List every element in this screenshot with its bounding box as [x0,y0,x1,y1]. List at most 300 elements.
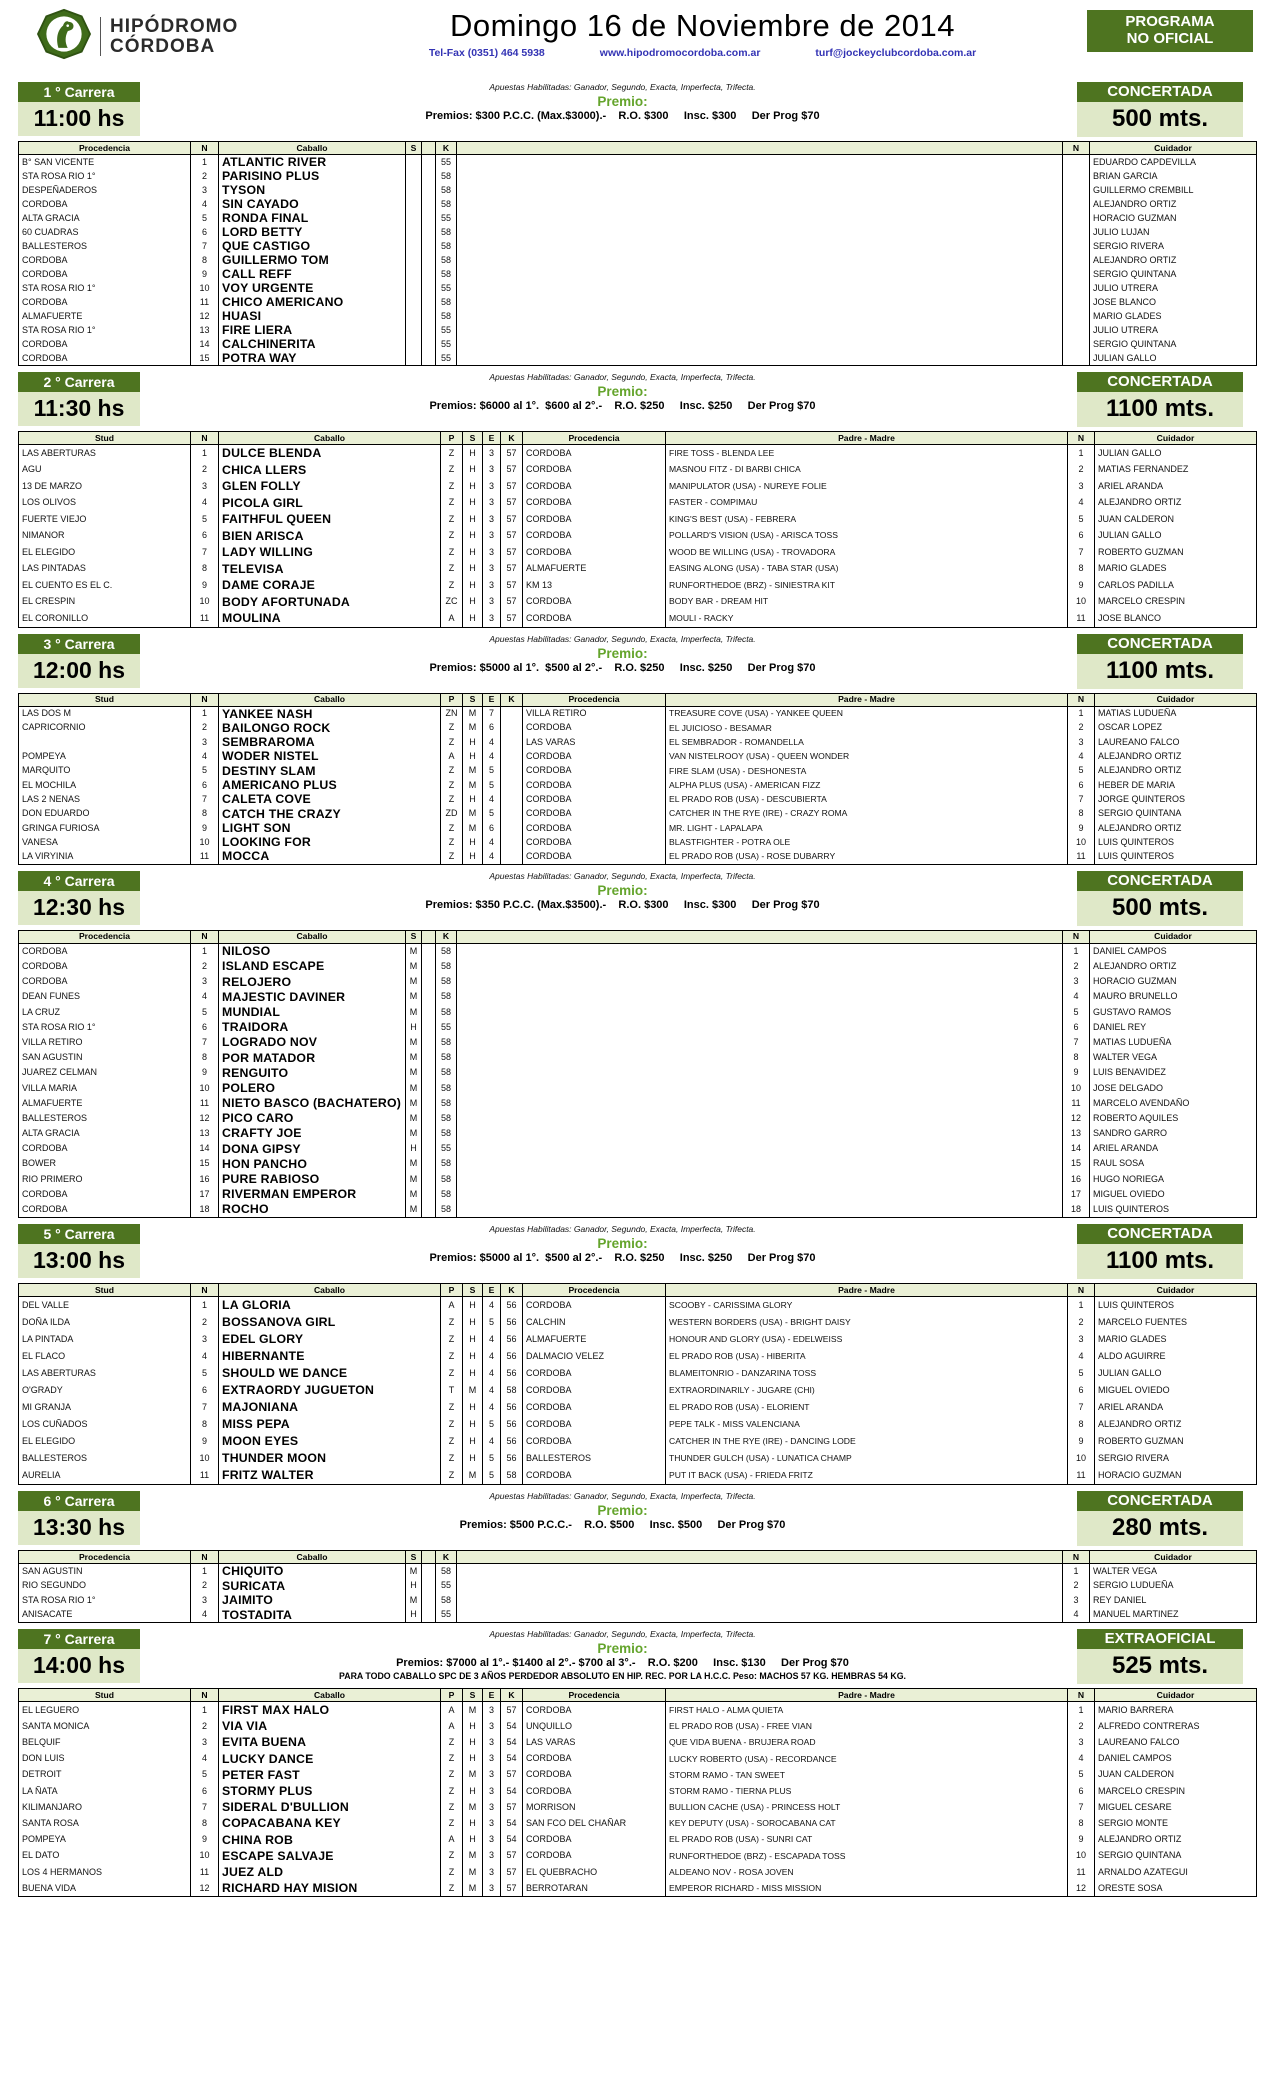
cell [406,337,422,351]
cell [457,211,1063,225]
cell: ALFREDO CONTRERAS [1095,1718,1257,1734]
cell [457,351,1063,366]
race-6-badges [18,1491,140,1545]
table-row [19,544,1257,561]
horse-name-cell: LORD BETTY [219,225,406,239]
column-header: N [191,693,219,706]
cell: 55 [436,1608,457,1623]
cell: CORDOBA [19,1187,191,1202]
cell: RUNFORTHEDOE (BRZ) - ESCAPADA TOSS [666,1848,1068,1864]
cell: NIMANOR [19,528,191,545]
cell [457,1005,1063,1020]
cell: ZN [441,706,463,721]
cell: B° SAN VICENTE [19,155,191,170]
cell: STA ROSA RIO 1° [19,323,191,337]
horse-name-cell: TYSON [219,183,406,197]
column-header: P [441,1284,463,1297]
cell: M [406,1172,422,1187]
cell: 3 [191,1331,219,1348]
horse-name-cell: CALL REFF [219,267,406,281]
cell: 11 [191,610,219,627]
cell: FUERTE VIEJO [19,511,191,528]
cell: 57 [501,561,523,578]
race-6-right-badges [1077,1491,1243,1546]
cell: LAS 2 NENAS [19,792,191,806]
cell [422,943,436,959]
cell [501,778,523,792]
column-header: Procedencia [523,1284,666,1297]
race-number-badge: 5 ° Carrera [18,1224,140,1244]
table-row [19,337,1257,351]
cell: EL CRESPIN [19,594,191,611]
cell [457,1172,1063,1187]
column-header: Stud [19,693,191,706]
horse-name-cell: MAJESTIC DAVINER [219,989,406,1004]
race-type-badge: CONCERTADA [1077,1224,1243,1244]
cell [422,1564,436,1579]
table-row [19,309,1257,323]
cell [501,849,523,864]
column-header: Caballo [219,1689,441,1702]
cell: 6 [191,528,219,545]
cell: SANDRO GARRO [1090,1126,1257,1141]
apuestas-line: Apuestas Habilitadas: Ganador, Segundo, Exacta, Imperfecta, Trifecta. [489,1491,756,1502]
cell: H [463,594,483,611]
cell: 5 [191,1767,219,1783]
table-row [19,1331,1257,1348]
cell: EL ELEGIDO [19,544,191,561]
cell: MATIAS LUDUEÑA [1090,1035,1257,1050]
table-row [19,1593,1257,1608]
horse-name-cell: FRITZ WALTER [219,1467,441,1485]
website-link: www.hipodromocordoba.com.ar [599,46,761,59]
table-row [19,1864,1257,1880]
cell: 11 [1068,1864,1095,1880]
cell: 9 [1068,821,1095,835]
cell [422,267,436,281]
cell: 6 [191,778,219,792]
table-row [19,1450,1257,1467]
cell: M [406,1050,422,1065]
table-row [19,959,1257,974]
cell: M [406,1564,422,1579]
cell [1063,253,1090,267]
cell: 3 [483,1815,501,1831]
column-header [422,142,436,155]
cell: 56 [501,1314,523,1331]
race-distance-badge: 500 mts. [1077,891,1243,926]
cell: LOS 4 HERMANOS [19,1864,191,1880]
horse-name-cell: TRAIDORA [219,1020,406,1035]
column-header: Cuidador [1090,1551,1257,1564]
cell: 4 [483,1331,501,1348]
cell: 55 [436,155,457,170]
cell: 3 [483,594,501,611]
cell [422,1172,436,1187]
cell: 15 [1063,1156,1090,1171]
cell: EL CORONILLO [19,610,191,627]
race-3-head [18,634,1257,689]
cell: LUIS QUINTEROS [1095,1297,1257,1315]
cell [422,1065,436,1080]
column-header: Caballo [219,1284,441,1297]
cell [457,1187,1063,1202]
cell: AGU [19,462,191,479]
race-4-center [168,871,1077,911]
cell: 6 [191,1382,219,1399]
cell [422,155,436,170]
race-1-center [168,82,1077,122]
cell: H [463,749,483,763]
premios-line: Premios: $6000 al 1°. $600 al 2°.- R.O. $250 Insc. $250 Der Prog $70 [429,400,816,412]
table-row [19,821,1257,835]
column-header: S [406,930,422,943]
table-row [19,1702,1257,1719]
race-number-badge: 4 ° Carrera [18,871,140,891]
header-row [19,432,1257,445]
cell: 10 [191,594,219,611]
table-row [19,225,1257,239]
cell: JUAN CALDERON [1095,1767,1257,1783]
cell: 1 [1068,445,1095,462]
column-header: Stud [19,1689,191,1702]
race-distance-badge: 1100 mts. [1077,654,1243,689]
cell: 9 [1068,1832,1095,1848]
table-row [19,211,1257,225]
cell: 9 [191,577,219,594]
horse-name-cell: RIVERMAN EMPEROR [219,1187,406,1202]
cell: AURELIA [19,1467,191,1485]
cell: LAUREANO FALCO [1095,735,1257,749]
cell [457,155,1063,170]
cell: LA CRUZ [19,1005,191,1020]
cell [457,337,1063,351]
column-header: K [501,1689,523,1702]
cell: 57 [501,478,523,495]
cell: 11 [191,1096,219,1111]
cell [406,169,422,183]
cell: 10 [1068,594,1095,611]
cell: DON LUIS [19,1751,191,1767]
cell: MOULI - RACKY [666,610,1068,627]
cell: ALEJANDRO ORTIZ [1095,749,1257,763]
table-row [19,253,1257,267]
cell [406,197,422,211]
cell: 8 [1063,1050,1090,1065]
premio-label: Premio: [597,1503,648,1519]
cell: POLLARD'S VISION (USA) - ARISCA TOSS [666,528,1068,545]
column-header: E [483,1689,501,1702]
cell: 57 [501,495,523,512]
cell: 6 [1068,1382,1095,1399]
cell: CORDOBA [523,721,666,735]
cell [1063,239,1090,253]
race-section-2 [18,372,1257,628]
horse-name-cell: CHICA LLERS [219,462,441,479]
horse-name-cell: JUEZ ALD [219,1864,441,1880]
cell: EL PRADO ROB (USA) - ROSE DUBARRY [666,849,1068,864]
horse-name-cell: DULCE BLENDA [219,445,441,462]
race-3-badges [18,634,140,688]
cell: CORDOBA [523,1467,666,1485]
cell: ALEJANDRO ORTIZ [1090,253,1257,267]
race-2-table [18,431,1257,628]
cell: 6 [483,721,501,735]
cell: 6 [191,1020,219,1035]
cell: 5 [483,1416,501,1433]
horse-name-cell: PURE RABIOSO [219,1172,406,1187]
cell: M [406,1156,422,1171]
cell: 4 [483,1382,501,1399]
column-header: Padre - Madre [666,432,1068,445]
cell: 1 [191,1564,219,1579]
cell: LAS VARAS [523,735,666,749]
cell: 4 [483,1365,501,1382]
cell: 3 [483,1735,501,1751]
cell: DON EDUARDO [19,807,191,821]
table-row [19,749,1257,763]
cell: MARCELO FUENTES [1095,1314,1257,1331]
cell: Z [441,1815,463,1831]
column-header: Cuidador [1095,1689,1257,1702]
horse-name-cell: LIGHT SON [219,821,441,835]
cell: EL PRADO ROB (USA) - FREE VIAN [666,1718,1068,1734]
horse-name-cell: THUNDER MOON [219,1450,441,1467]
cell [422,309,436,323]
cell: 58 [436,1593,457,1608]
cell: SAN AGUSTIN [19,1564,191,1579]
cell: 3 [1068,735,1095,749]
table-row [19,594,1257,611]
column-header: K [436,930,457,943]
cell [422,239,436,253]
cell: 57 [501,544,523,561]
cell [422,1020,436,1035]
cell: H [463,544,483,561]
horse-name-cell: CALETA COVE [219,792,441,806]
cell [1063,225,1090,239]
cell: 7 [191,1399,219,1416]
cell: M [406,1111,422,1126]
cell: 2 [1063,959,1090,974]
horse-name-cell: EXTRAORDY JUGUETON [219,1382,441,1399]
cell: 4 [191,1608,219,1623]
cell: 3 [191,735,219,749]
cell: 11 [1068,610,1095,627]
cell: 3 [483,1767,501,1783]
cell: HORACIO GUZMAN [1095,1467,1257,1485]
cell: GUSTAVO RAMOS [1090,1005,1257,1020]
race-distance-badge: 280 mts. [1077,1511,1243,1546]
cell: Z [441,1848,463,1864]
column-header: Caballo [219,142,406,155]
horse-name-cell: QUE CASTIGO [219,239,406,253]
cell [422,1608,436,1623]
cell [457,225,1063,239]
cell: KILIMANJARO [19,1799,191,1815]
cell [457,1035,1063,1050]
cell: JOSE BLANCO [1095,610,1257,627]
column-header: S [463,693,483,706]
column-header: N [1063,1551,1090,1564]
apuestas-line: Apuestas Habilitadas: Ganador, Segundo, Exacta, Imperfecta, Trifecta. [489,870,756,881]
cell: Z [441,462,463,479]
race-7-right-badges [1077,1629,1243,1684]
cell: EL DATO [19,1848,191,1864]
cell: 7 [1068,1399,1095,1416]
horse-name-cell: GLEN FOLLY [219,478,441,495]
cell: CORDOBA [523,478,666,495]
cell [501,792,523,806]
cell: 10 [191,1848,219,1864]
cell: FIRE TOSS - BLENDA LEE [666,445,1068,462]
cell: BALLESTEROS [19,1111,191,1126]
cell [501,835,523,849]
cell: CORDOBA [19,1202,191,1218]
cell: M [463,1848,483,1864]
cell [457,1156,1063,1171]
cell: H [463,1433,483,1450]
program-no-oficial-badge [1087,10,1253,52]
race-number-badge: 6 ° Carrera [18,1491,140,1511]
cell: CAPRICORNIO [19,721,191,735]
cell: 4 [483,849,501,864]
cell: 6 [1068,528,1095,545]
column-header: Cuidador [1090,930,1257,943]
cell: WOOD BE WILLING (USA) - TROVADORA [666,544,1068,561]
horse-name-cell: SIDERAL D'BULLION [219,1799,441,1815]
cell: EL PRADO ROB (USA) - ELORIENT [666,1399,1068,1416]
horse-name-cell: MISS PEPA [219,1416,441,1433]
cell: Z [441,735,463,749]
horse-name-cell: ROCHO [219,1202,406,1218]
table-row [19,1799,1257,1815]
cell: ALEJANDRO ORTIZ [1095,764,1257,778]
cell: M [463,778,483,792]
cell: 5 [483,1467,501,1485]
cell: H [463,1735,483,1751]
cell: 11 [1063,1096,1090,1111]
race-time-badge: 11:00 hs [18,102,140,136]
cell: LUIS QUINTEROS [1095,835,1257,849]
cell: CORDOBA [19,337,191,351]
cell: 55 [436,1579,457,1594]
cell: 4 [483,835,501,849]
cell: Z [441,511,463,528]
table-row [19,1848,1257,1864]
cell: ANISACATE [19,1608,191,1623]
cell: CORDOBA [523,1767,666,1783]
cell: 10 [1068,1450,1095,1467]
table-row [19,323,1257,337]
horse-name-cell: DAME CORAJE [219,577,441,594]
horse-name-cell: ATLANTIC RIVER [219,155,406,170]
cell: M [406,959,422,974]
cell: 1 [191,1297,219,1315]
column-header: Caballo [219,693,441,706]
cell: M [406,943,422,959]
cell [457,959,1063,974]
cell: STA ROSA RIO 1° [19,1593,191,1608]
cell [457,309,1063,323]
race-section-4 [18,871,1257,1218]
cell: 14 [1063,1141,1090,1156]
cell: EL QUEBRACHO [523,1864,666,1880]
cell: CORDOBA [523,1751,666,1767]
cell: H [463,1416,483,1433]
cell: H [463,610,483,627]
cell [457,974,1063,989]
horse-name-cell: DESTINY SLAM [219,764,441,778]
cell: 3 [1068,1735,1095,1751]
cell: 9 [191,1433,219,1450]
cell: M [406,1065,422,1080]
cell: 1 [191,943,219,959]
column-header: Padre - Madre [666,1284,1068,1297]
cell [406,281,422,295]
race-7-center [168,1629,1077,1681]
cell: CATCHER IN THE RYE (IRE) - DANCING LODE [666,1433,1068,1450]
cell [422,1080,436,1095]
cell: 6 [483,821,501,835]
cell: 4 [483,1433,501,1450]
cell: 2 [191,169,219,183]
race-1-right-badges [1077,82,1243,137]
cell: 3 [483,561,501,578]
column-header: Stud [19,432,191,445]
cell: 1 [1068,1297,1095,1315]
cell: 55 [436,323,457,337]
cell: 4 [483,1297,501,1315]
race-4-table [18,930,1257,1218]
cell: 4 [191,989,219,1004]
cell: DANIEL CAMPOS [1095,1751,1257,1767]
cell: Z [441,778,463,792]
cell: M [463,764,483,778]
cell: 5 [191,1005,219,1020]
cell: HORACIO GUZMAN [1090,211,1257,225]
cell: H [463,1783,483,1799]
table-row [19,807,1257,821]
cell: 8 [191,253,219,267]
premios-line: Premios: $500 P.C.C.- R.O. $500 Insc. $500 Der Prog $70 [459,1519,786,1532]
cell [457,1564,1063,1579]
cell: 17 [191,1187,219,1202]
cell: ROBERTO AQUILES [1090,1111,1257,1126]
cell [457,281,1063,295]
column-header: Caballo [219,432,441,445]
cell: 1 [191,445,219,462]
horse-name-cell: CATCH THE CRAZY [219,807,441,821]
column-header [457,930,1063,943]
cell: DEAN FUNES [19,989,191,1004]
cell: CORDOBA [523,1702,666,1719]
race-3-center [168,634,1077,674]
cell: M [406,1187,422,1202]
cell: BALLESTEROS [19,239,191,253]
cell: 2 [1063,1579,1090,1594]
premios-line: Premios: $300 P.C.C. (Max.$3000).- R.O. $300 Insc. $300 Der Prog $70 [425,110,820,122]
cell: M [406,1035,422,1050]
cell: MARIO GLADES [1095,1331,1257,1348]
cell [406,295,422,309]
cell: JULIO UTRERA [1090,323,1257,337]
column-header: P [441,693,463,706]
cell: STA ROSA RIO 1° [19,281,191,295]
cell: 57 [501,462,523,479]
cell: 55 [436,211,457,225]
cell: CORDOBA [523,1832,666,1848]
